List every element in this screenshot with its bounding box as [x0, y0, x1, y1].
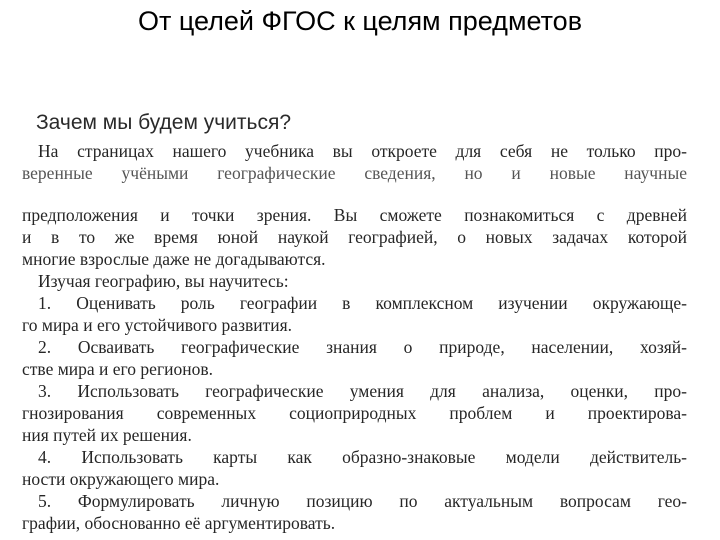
text-line: многие взрослые даже не догадываются. [22, 249, 326, 269]
text-line: веренные учёными географические сведения, но и новые научные [22, 163, 687, 183]
list-item-line: 1. Оценивать роль географии в комплексном изучении окружающе- [38, 293, 687, 313]
list-item-line: го мира и его устойчивого развития. [22, 315, 293, 335]
list-item-line: 3. Использовать географические умения для анализа, оценки, про- [38, 381, 687, 401]
list-item-line: ности окружающего мира. [22, 469, 220, 489]
text-line: и в то же время юной наукой географией, о новых задачах которой [22, 227, 687, 247]
list-item-line: 4. Использовать карты как образно-знаковые модели действитель- [38, 447, 687, 467]
list-item-line: 2. Осваивать географические знания о природе, населении, хозяй- [38, 337, 687, 357]
list-item-line: 5. Формулировать личную позицию по актуальным вопросам гео- [38, 491, 687, 511]
section-heading: Зачем мы будем учиться? [36, 111, 292, 134]
list-item-line: ния путей их решения. [22, 425, 192, 445]
list-item-line: графии, обоснованно её аргументировать. [22, 513, 336, 533]
list-item-line: гнозирования современных социоприродных проблем и проектирова- [22, 403, 687, 423]
text-line: предположения и точки зрения. Вы сможете познакомиться с древней [22, 205, 687, 225]
text-line: На страницах нашего учебника вы откроете для себя не только про- [38, 141, 687, 161]
list-item-line: стве мира и его регионов. [22, 359, 213, 379]
slide-title: От целей ФГОС к целям предметов [137, 6, 583, 36]
textbook-scan [22, 108, 698, 532]
text-line: Изучая географию, вы научитесь: [38, 271, 289, 291]
